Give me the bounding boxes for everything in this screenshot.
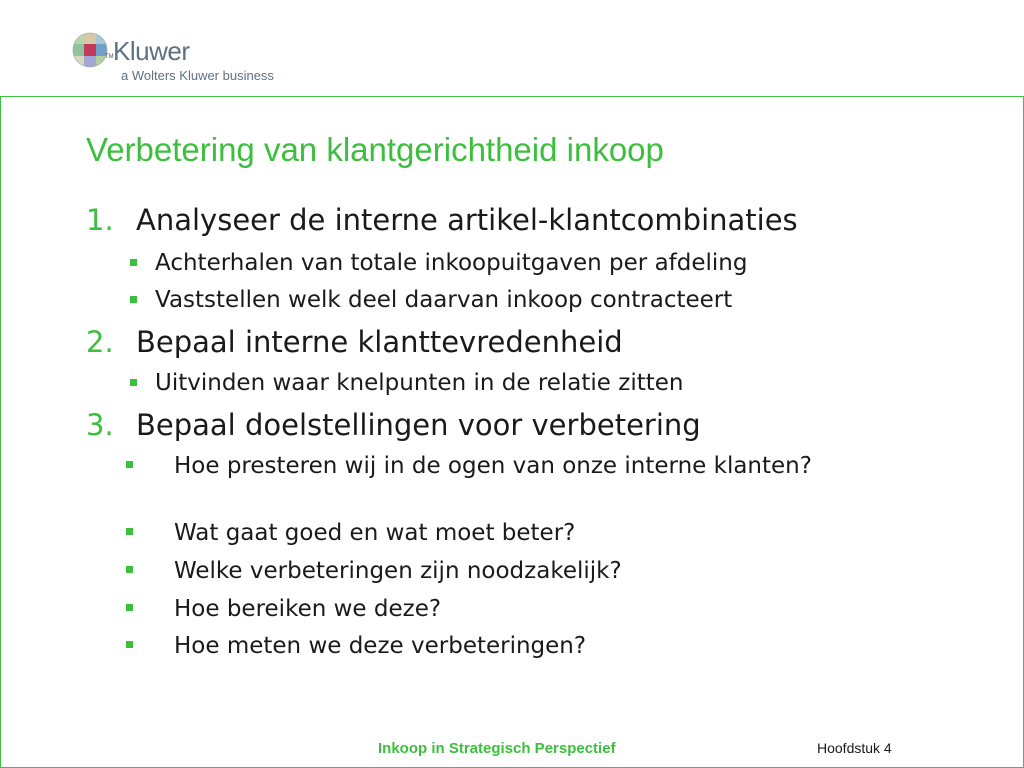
sub-item-text: Hoe bereiken we deze? (174, 596, 442, 622)
list-item-text: Bepaal doelstellingen voor verbetering (136, 408, 701, 442)
list-number: 3. (86, 408, 114, 442)
footer-chapter: Hoofdstuk 4 (817, 740, 892, 756)
kluwer-logo (72, 30, 312, 88)
logo-trademark: TM (105, 54, 114, 60)
square-bullet-icon (130, 259, 137, 266)
sub-item-text: Hoe meten we deze verbeteringen? (174, 633, 587, 659)
slide-title: Verbetering van klantgerichtheid inkoop (86, 131, 664, 168)
square-bullet-icon (130, 379, 137, 386)
square-bullet-icon (126, 528, 133, 535)
list-number: 1. (86, 203, 114, 237)
list-number: 2. (86, 325, 114, 359)
square-bullet-icon (126, 566, 133, 573)
square-bullet-icon (126, 604, 133, 611)
footer-book-title: Inkoop in Strategisch Perspectief (378, 740, 616, 757)
sub-item-text: Achterhalen van totale inkoopuitgaven per afdeling (155, 250, 748, 276)
square-bullet-icon (126, 461, 133, 468)
list-item-text: Analyseer de interne artikel-klantcombinaties (136, 203, 798, 237)
logo-wordmark: Kluwer (113, 36, 190, 66)
square-bullet-icon (126, 641, 133, 648)
sub-item-text: Uitvinden waar knelpunten in de relatie zitten (155, 370, 684, 396)
list-item-text: Bepaal interne klanttevredenheid (136, 325, 623, 359)
sub-item-text: Wat gaat goed en wat moet beter? (174, 520, 576, 546)
sub-item-text: Hoe presteren wij in de ogen van onze interne klanten? (174, 453, 812, 479)
kluwer-logo-mark-icon (72, 32, 108, 68)
sub-item-text: Vaststellen welk deel daarvan inkoop contracteert (155, 287, 733, 313)
sub-item-text: Welke verbeteringen zijn noodzakelijk? (174, 558, 622, 584)
logo-tagline: a Wolters Kluwer business (121, 68, 274, 83)
square-bullet-icon (130, 296, 137, 303)
